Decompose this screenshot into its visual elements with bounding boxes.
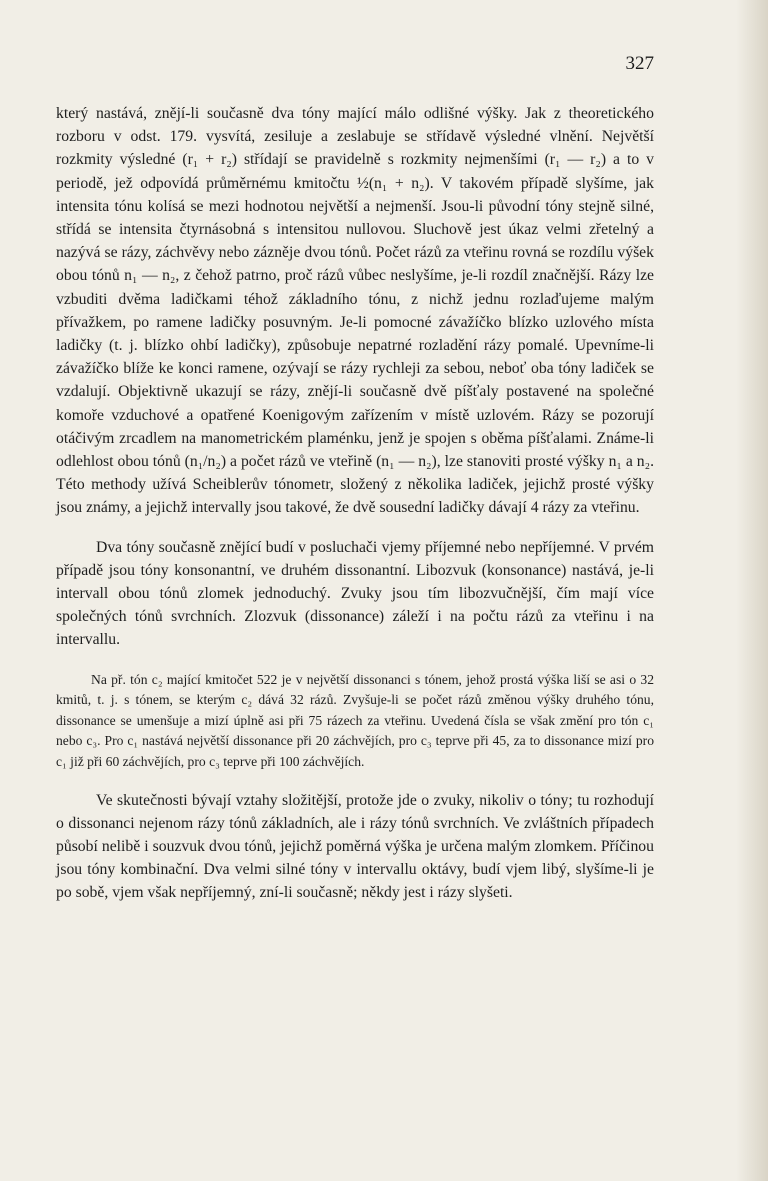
page-number: 327 bbox=[625, 53, 654, 74]
main-text bbox=[56, 102, 654, 652]
paragraph-konsonance: Dva tóny současně znějící budí v posluchači vjemy příjemné nebo nepříjemné. V prvém případě jsou tóny konsonantní, ve druhém dissonantní. Libozvuk (konsonance) nastává, je-li intervall obou tónů zlomek jednoduchý. Zvuky jsou tím libozvučnější, čím mají více společných tónů svrchních. Zlozvuk (dissonance) záleží i na počtu rázů za vteřinu i na intervallu. bbox=[56, 538, 654, 649]
paragraph-kombinacni: Ve skutečnosti bývají vztahy složitější, protože jde o zvuky, nikoliv o tóny; tu rozhodují o dissonanci nejenom rázy tónů základních, ale i rázy tónů svrchních. Ve zvláštních případech působí nelibě i souzvuk dvou tónů, jejichž poměrná výška je určena malým zlomkem. Příčinou jsou tóny kombinační. Dva velmi silné tóny v intervallu oktávy, budí vjem libý, slyšíme-li je po sobě, vjem však nepříjemný, zní-li současně; někdy jest i rázy slyšeti. bbox=[56, 791, 654, 902]
main-text-end bbox=[56, 789, 654, 905]
paragraph-razy: který nastává, znějí-li současně dva tóny mající málo odlišné výšky. Jak z theoretického rozboru v odst. 179. vysvítá, zesiluje a zeslabuje se střídavě výsledné vlnění. Největší rozkmity výsledné (r₁ + r₂) střídají se pravidelně s rozkmity nejmenšími (r₁ — r₂) a to v periodě, jež odpovídá průměrnému kmitočtu ½(n₁ + n₂). V takovém případě slyšíme, jak intensita tónu kolísá se mezi hodnotou největší a nejmenší. Jsou-li původní tóny stejně silné, střídá se intensita čtyrnásobná s intensitou nullovou. Sluchově jest úkaz velmi zřetelný a nazývá se rázy, záchvěvy nebo zázněje dvou tónů. Počet rázů za vteřinu rovná se rozdílu výšek obou tónů n₁ — n₂, z čehož patrno, proč rázů vůbec neslyšíme, je-li rozdíl značnější. Rázy lze vzbuditi dvěma ladičkami téhož základního tónu, z nichž jednu rozlaďujeme malým přívažkem, po ramene ladičky posuvným. Je-li pomocné závažíčko blízko uzlového místa ladičky (t. j. blízko ohbí ladičky), způsobuje nepatrné rozladění rázy pomalé. Upevníme-li závažíčko blíže ke konci ramene, ozývají se rázy rychleji za sebou, neboť oba tóny ladiček se vzdalují. Objektivně ukazují se rázy, znějí-li současně dvě píšťaly postavené na společné komoře vzduchové a opatřené Koenigovým zařízením v místě uzlovém. Rázy se pozorují otáčivým zrcadlem na manometrickém plaménku, jenž je spojen s oběma píšťalami. Známe-li odlehlost obou tónů (n₁/n₂) a počet rázů ve vteřině (n₁ — n₂), lze stanoviti prosté výšky n₁ a n₂. Této methody užívá Scheiblerův tónometr, složený z několika ladiček, jejichž prosté výšky jsou známy, a jejichž intervally jsou takové, že dvě sousední ladičky dávají 4 rázy za vteřinu. bbox=[56, 105, 654, 517]
page-body bbox=[56, 102, 654, 905]
paragraph-note: Na př. tón c₂ mající kmitočet 522 je v největší dissonanci s tónem, jehož prostá výška liší se asi o 32 kmitů, t. j. s tónem, se kterým c₂ dává 32 rázů. Zvyšuje-li se počet rázů změnou výšky druhého tónu, dissonance se umenšuje a mizí úplně asi při 75 rázech za vteřinu. Uvedená čísla se však změní pro tón c₁ nebo c₃. Pro c₁ nastává největší dissonance při 20 záchvějích, pro c₃ teprve při 45, za to dissonance mizí pro c₁ již při 60 záchvějích, pro c₃ teprve při 100 záchvějích. bbox=[56, 671, 654, 770]
small-print-note bbox=[56, 670, 654, 773]
